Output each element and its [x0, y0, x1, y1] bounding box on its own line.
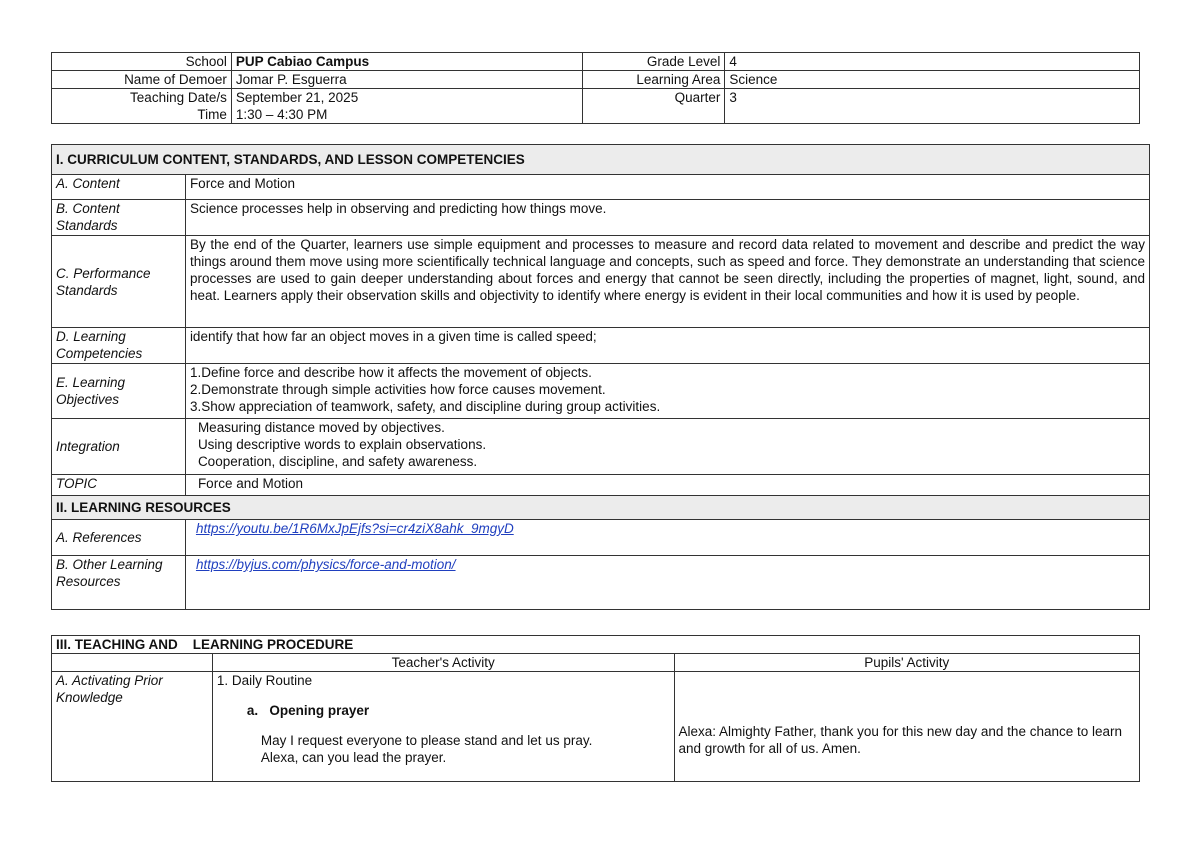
- opening-prayer-heading: a. Opening prayer: [246, 703, 370, 718]
- topic-label: TOPIC: [52, 475, 186, 496]
- grade-level-label: Grade Level: [582, 53, 725, 71]
- learning-area-value: Science: [725, 71, 1140, 89]
- integration-item: Measuring distance moved by objectives.: [197, 420, 445, 435]
- other-resources-label: B. Other Learning Resources: [52, 556, 186, 610]
- references-label: A. References: [52, 520, 186, 556]
- integration-label: Integration: [52, 419, 186, 475]
- content-standards-label: B. Content Standards: [52, 200, 186, 236]
- other-resources-link[interactable]: https://byjus.com/physics/force-and-motion/: [195, 557, 456, 572]
- curriculum-table: [51, 144, 1150, 610]
- teacher-activity-cell: [212, 672, 674, 782]
- quarter-label: Quarter: [582, 89, 725, 124]
- objective-item: 2.Demonstrate through simple activities how force causes movement.: [189, 382, 606, 397]
- teacher-prayer-text: May I request everyone to please stand and let us pray. Alexa, can you lead the prayer.: [260, 733, 593, 765]
- header-info-table: [51, 52, 1140, 124]
- procedure-table: [51, 635, 1140, 782]
- content-value: Force and Motion: [185, 175, 1149, 200]
- pupils-activity-cell: [674, 672, 1140, 782]
- learning-competencies-value: identify that how far an object moves in a given time is called speed;: [185, 328, 1149, 364]
- demoer-value: Jomar P. Esguerra: [231, 71, 582, 89]
- pupil-prayer-text: Alexa: Almighty Father, thank you for this new day and the chance to learn and growth for all of us. Amen.: [678, 724, 1123, 756]
- time-value: 1:30 – 4:30 PM: [235, 107, 328, 122]
- activating-prior-knowledge-label: A. Activating Prior Knowledge: [52, 672, 213, 782]
- school-label: School: [52, 53, 232, 71]
- performance-standards-label: C. Performance Standards: [52, 236, 186, 328]
- teaching-date-time-value: [231, 89, 582, 124]
- integration-item: Cooperation, discipline, and safety awareness.: [197, 454, 478, 469]
- references-link[interactable]: https://youtu.be/1R6MxJpEjfs?si=cr4ziX8ahk_9mgyD: [195, 521, 514, 536]
- teaching-date-time-label: [52, 89, 232, 124]
- demoer-label: Name of Demoer: [52, 71, 232, 89]
- teaching-date-label: Teaching Date/s: [130, 90, 227, 105]
- learning-objectives-list: [185, 364, 1149, 419]
- learning-competencies-label: D. Learning Competencies: [52, 328, 186, 364]
- resources-section-title: II. LEARNING RESOURCES: [52, 496, 1150, 520]
- objective-item: 1.Define force and describe how it affects the movement of objects.: [189, 365, 592, 380]
- time-label: Time: [197, 107, 227, 122]
- content-label: A. Content: [52, 175, 186, 200]
- objective-item: 3.Show appreciation of teamwork, safety, and discipline during group activities.: [189, 399, 661, 414]
- teaching-date-value: September 21, 2025: [235, 90, 359, 105]
- curriculum-section-title: I. CURRICULUM CONTENT, STANDARDS, AND LESSON COMPETENCIES: [52, 145, 1150, 175]
- procedure-blank-header: [52, 654, 213, 672]
- integration-list: [185, 419, 1149, 475]
- topic-value: Force and Motion: [185, 475, 1149, 496]
- teacher-activity-header: Teacher's Activity: [212, 654, 674, 672]
- pupils-activity-header: Pupils' Activity: [674, 654, 1140, 672]
- learning-area-label: Learning Area: [582, 71, 725, 89]
- performance-standards-value: By the end of the Quarter, learners use simple equipment and processes to measure and record data related to movement and describe and predict the way things around them move using more scientifically technical language and concepts, such as speed and force. They demonstrate an understanding that science processes are used to gain deeper understanding about forces and energy that cannot be seen directly, including the properties of magnet, light, sound, and heat. Learners apply their observation skills and objectivity to identify where energy is evident in their local communities and how it is used by people.: [185, 236, 1149, 328]
- school-value: PUP Cabiao Campus: [231, 53, 582, 71]
- quarter-value: 3: [725, 89, 1140, 124]
- grade-level-value: 4: [725, 53, 1140, 71]
- learning-objectives-label: E. Learning Objectives: [52, 364, 186, 419]
- daily-routine-text: 1. Daily Routine: [216, 673, 313, 688]
- integration-item: Using descriptive words to explain observations.: [197, 437, 487, 452]
- content-standards-value: Science processes help in observing and predicting how things move.: [185, 200, 1149, 236]
- procedure-section-title: III. TEACHING AND LEARNING PROCEDURE: [52, 636, 1140, 654]
